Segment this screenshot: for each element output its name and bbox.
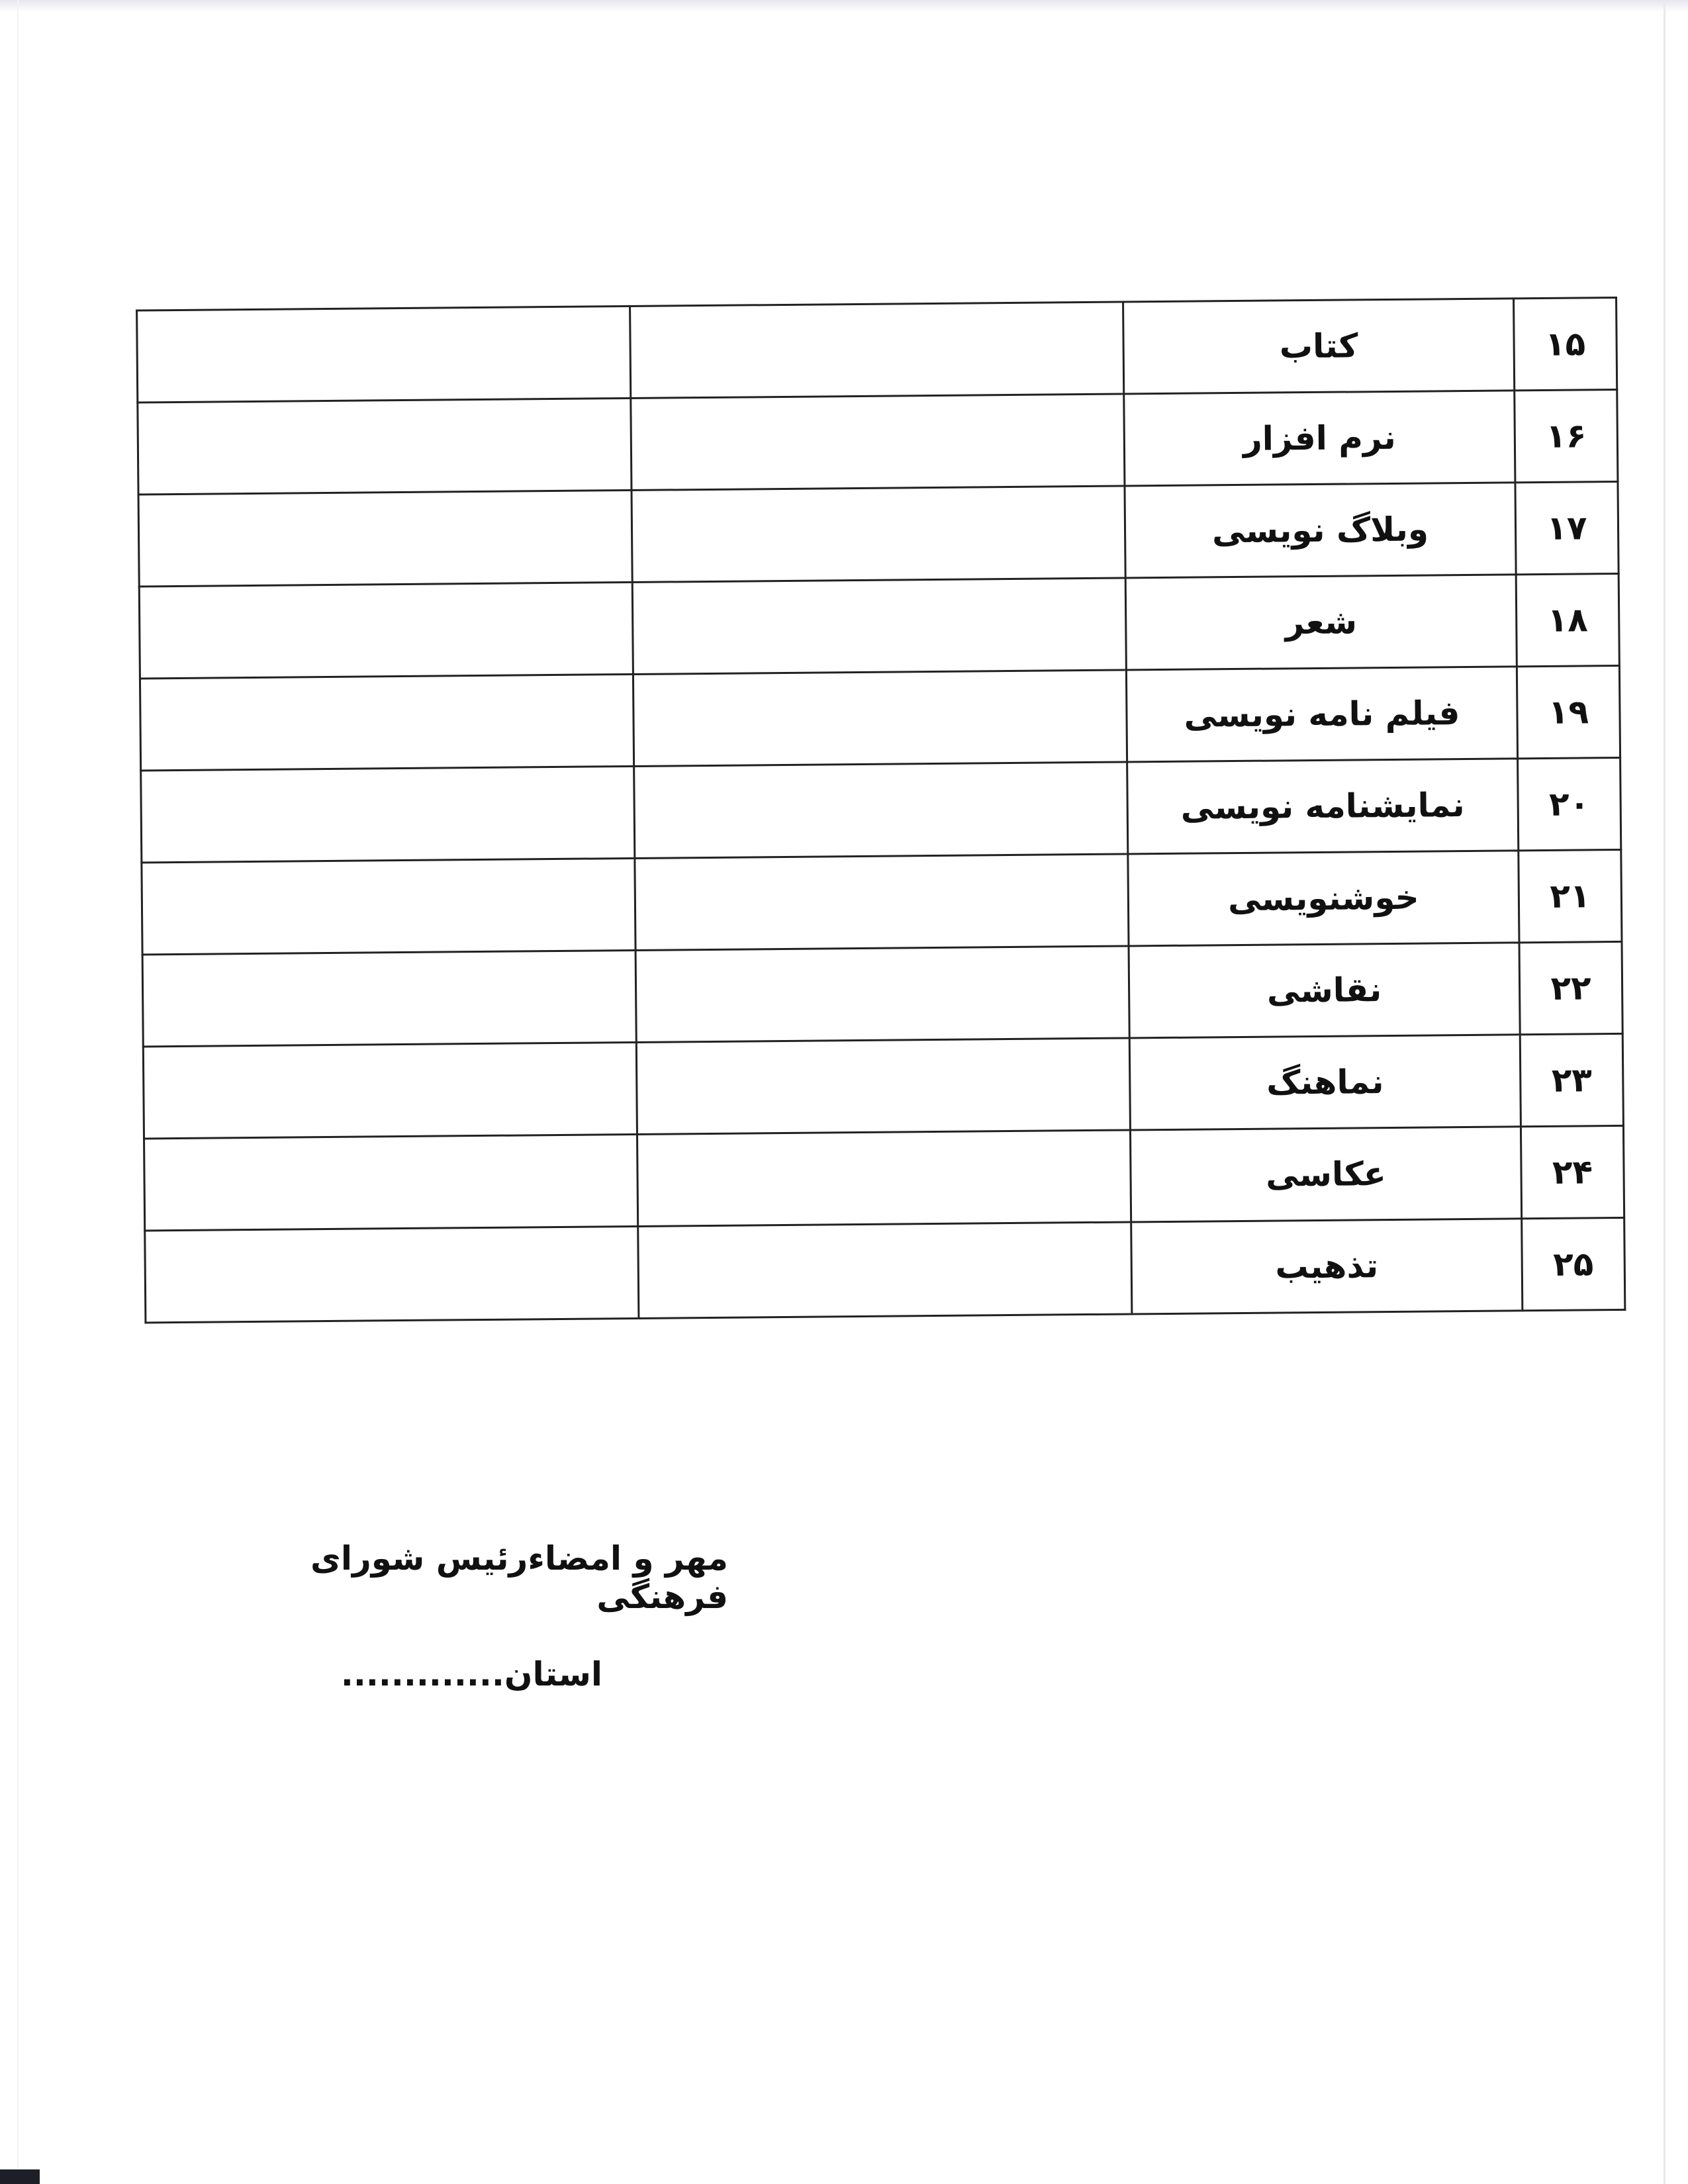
empty-cell bbox=[632, 578, 1126, 674]
table-row bbox=[141, 757, 1621, 862]
row-title-cell: کتاب bbox=[1123, 299, 1515, 394]
row-number-cell: ۱۵ bbox=[1514, 297, 1617, 390]
empty-cell bbox=[144, 1134, 638, 1230]
empty-cell bbox=[140, 674, 633, 770]
empty-cell bbox=[142, 950, 636, 1046]
table-row bbox=[143, 1033, 1623, 1138]
table-row bbox=[138, 481, 1618, 586]
empty-cell bbox=[145, 1226, 639, 1322]
table-row bbox=[142, 849, 1622, 954]
empty-cell bbox=[635, 854, 1129, 950]
row-number-cell: ۲۲ bbox=[1519, 941, 1622, 1034]
row-title-cell: نقاشی bbox=[1129, 943, 1520, 1038]
empty-cell bbox=[141, 766, 635, 862]
empty-cell bbox=[138, 398, 632, 494]
empty-cell bbox=[143, 1042, 637, 1138]
row-number-cell: ۲۳ bbox=[1520, 1033, 1623, 1126]
scan-left-edge bbox=[17, 0, 19, 2184]
row-number-cell: ۱۸ bbox=[1516, 573, 1619, 666]
row-title-cell: خوشنویسی bbox=[1128, 851, 1519, 946]
province-label: استان............. bbox=[340, 1655, 602, 1693]
row-title-cell: تذهیب bbox=[1131, 1219, 1523, 1314]
table-row bbox=[140, 665, 1620, 770]
row-number-cell: ۲۵ bbox=[1522, 1217, 1625, 1310]
signature-label: مهر و امضاءرئیس شورای فرهنگی bbox=[310, 1539, 728, 1616]
row-number-cell: ۱۷ bbox=[1515, 481, 1618, 574]
table-row bbox=[145, 1217, 1625, 1322]
items-table bbox=[136, 297, 1626, 1323]
items-table-wrapper bbox=[136, 297, 1624, 1323]
row-number-cell: ۲۰ bbox=[1518, 757, 1621, 850]
empty-cell bbox=[636, 1038, 1130, 1134]
row-number-cell: ۲۴ bbox=[1521, 1125, 1624, 1218]
row-number-cell: ۱۹ bbox=[1517, 665, 1620, 758]
items-table-body bbox=[137, 297, 1625, 1322]
row-title-cell: فیلم نامه نویسی bbox=[1126, 667, 1517, 762]
empty-cell bbox=[632, 486, 1125, 582]
row-title-cell: نمایشنامه نویسی bbox=[1127, 759, 1519, 854]
scan-right-edge bbox=[1664, 0, 1665, 2184]
empty-cell bbox=[138, 490, 632, 586]
empty-cell bbox=[137, 306, 631, 402]
empty-cell bbox=[637, 1130, 1131, 1226]
corner-scan-mark bbox=[0, 2169, 40, 2184]
table-row bbox=[138, 389, 1618, 494]
row-title-cell: نرم افزار bbox=[1124, 391, 1515, 486]
row-title-cell: نماهنگ bbox=[1129, 1035, 1521, 1130]
empty-cell bbox=[638, 1222, 1132, 1318]
table-row bbox=[137, 297, 1617, 402]
empty-cell bbox=[139, 582, 633, 678]
table-row bbox=[144, 1125, 1624, 1230]
empty-cell bbox=[142, 858, 635, 954]
row-number-cell: ۱۶ bbox=[1515, 389, 1618, 482]
row-number-cell: ۲۱ bbox=[1519, 849, 1622, 942]
empty-cell bbox=[633, 670, 1127, 766]
empty-cell bbox=[634, 762, 1128, 858]
row-title-cell: عکاسی bbox=[1130, 1127, 1521, 1222]
row-title-cell: شعر bbox=[1125, 575, 1517, 670]
table-row bbox=[142, 941, 1622, 1046]
empty-cell bbox=[631, 394, 1125, 490]
row-title-cell: وبلاگ نویسی bbox=[1125, 483, 1516, 578]
table-row bbox=[139, 573, 1619, 678]
empty-cell bbox=[630, 302, 1124, 398]
empty-cell bbox=[635, 946, 1129, 1042]
scan-top-edge bbox=[0, 0, 1688, 12]
